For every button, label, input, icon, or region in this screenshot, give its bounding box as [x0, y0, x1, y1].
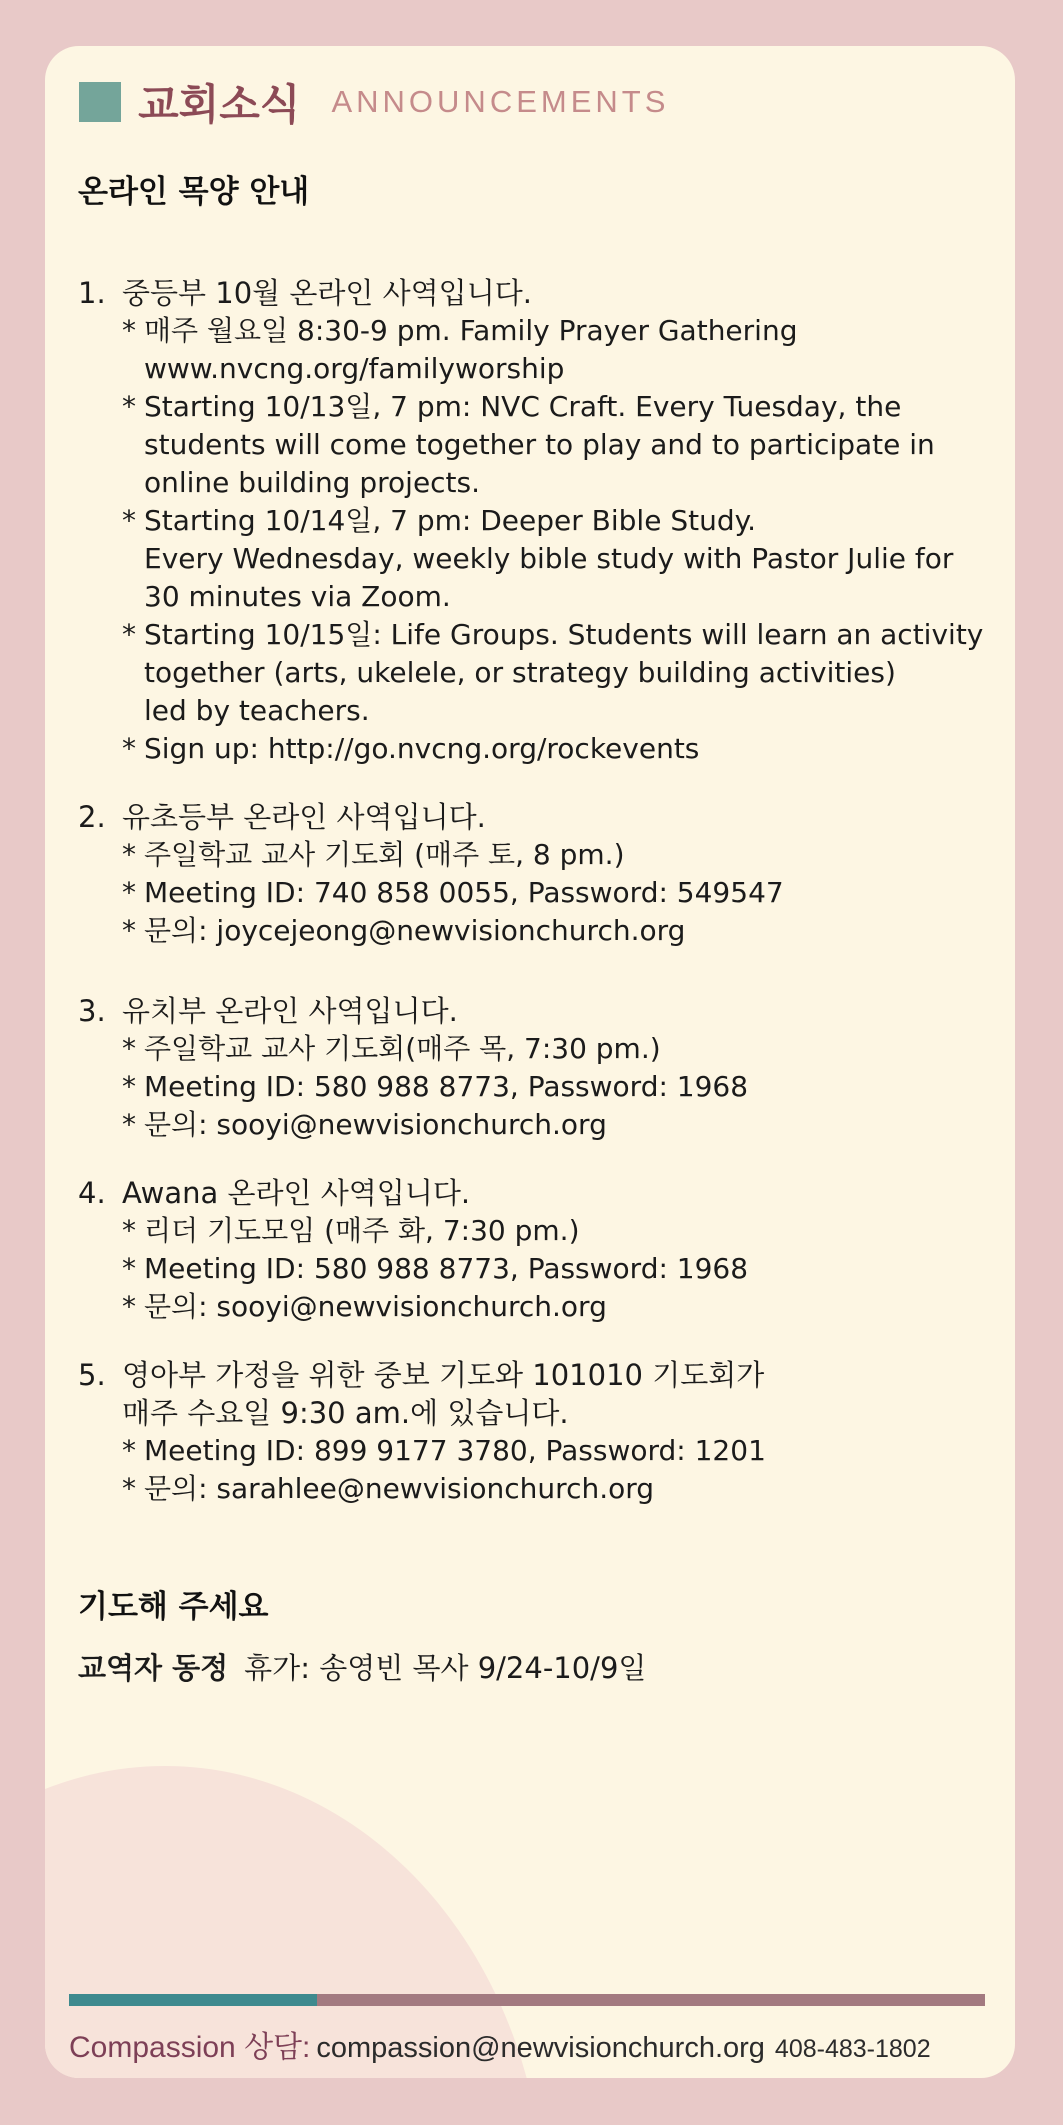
staff-news	[78, 1646, 646, 1687]
bullet-line: 리더 기도모임 (매주 화, 7:30 pm.)	[144, 1214, 580, 1247]
item-bullets	[78, 1212, 1008, 1326]
bullet: * Starting 10/13일, 7 pm: NVC Craft. Every Tuesday, the students will come together to play and to participate in online building projects.	[122, 388, 1008, 502]
item-number: 4.	[78, 1176, 106, 1210]
bullet: * Meeting ID: 899 9177 3780, Password: 1201	[122, 1432, 1008, 1470]
bullet-line: students will come together to play and to participate in	[144, 428, 935, 461]
item-heading: 중등부 10월 온라인 사역입니다.	[122, 276, 532, 310]
staff-news-label: 교역자 동정	[78, 1651, 229, 1685]
bullet: * 리더 기도모임 (매주 화, 7:30 pm.)	[122, 1212, 1008, 1250]
bullet: * 문의: sooyi@newvisionchurch.org	[122, 1106, 1008, 1144]
contact-email-link[interactable]: 문의: sarahlee@newvisionchurch.org	[144, 1472, 655, 1505]
title-korean: 교회소식	[138, 80, 301, 129]
list-item	[78, 1174, 1008, 1326]
bullet: * 매주 월요일 8:30-9 pm. Family Prayer Gathering www.nvcng.org/familyworship	[122, 312, 1008, 388]
compassion-label: Compassion 상담:	[69, 2031, 311, 2064]
item-heading: 유초등부 온라인 사역입니다.	[122, 800, 486, 834]
bullet: * 주일학교 교사 기도회(매주 목, 7:30 pm.)	[122, 1030, 1008, 1068]
compassion-phone[interactable]: 408-483-1802	[774, 2035, 931, 2063]
bullet-line-link[interactable]: www.nvcng.org/familyworship	[144, 352, 565, 385]
item-number: 2.	[78, 800, 106, 834]
contact-email-link[interactable]: 문의: sooyi@newvisionchurch.org	[144, 1108, 607, 1141]
item-heading-continued: 매주 수요일 9:30 am.에 있습니다.	[122, 1396, 569, 1430]
bullet-line: Meeting ID: 740 858 0055, Password: 549547	[144, 876, 784, 909]
item-bullets	[78, 1432, 1008, 1508]
item-heading: 유치부 온라인 사역입니다.	[122, 994, 458, 1028]
announcement-card	[45, 46, 1015, 2078]
bullet: * Starting 10/14일, 7 pm: Deeper Bible Study. Every Wednesday, weekly bible study with Pastor Julie for 30 minutes via Zoom.	[122, 502, 1008, 616]
bullet-line: Meeting ID: 580 988 8773, Password: 1968	[144, 1252, 749, 1285]
bullet-line: Starting 10/14일, 7 pm: Deeper Bible Study.	[144, 504, 757, 537]
prayer-section-title: 기도해 주세요	[78, 1589, 269, 1625]
bullet-line: 주일학교 교사 기도회(매주 목, 7:30 pm.)	[144, 1032, 661, 1065]
bullet: * 문의: joycejeong@newvisionchurch.org	[122, 912, 1008, 950]
list-item	[78, 798, 1008, 950]
contact-email-link[interactable]: 문의: sooyi@newvisionchurch.org	[144, 1290, 607, 1323]
contact-email-link[interactable]: 문의: joycejeong@newvisionchurch.org	[144, 914, 686, 947]
footer	[69, 2022, 999, 2066]
title-english: ANNOUNCEMENTS	[331, 84, 670, 119]
header	[79, 72, 669, 132]
bullet: * Starting 10/15일: Life Groups. Students will learn an activity together (arts, ukelele, or strategy building activities) led by teachers.	[122, 616, 1008, 730]
announcement-list	[78, 274, 1008, 1538]
bullet-line: 매주 월요일 8:30-9 pm. Family Prayer Gathering	[144, 314, 798, 347]
bullet-line: Starting 10/15일: Life Groups. Students will learn an activity	[144, 618, 984, 651]
item-number: 5.	[78, 1358, 106, 1392]
bullet-line: 주일학교 교사 기도회 (매주 토, 8 pm.)	[144, 838, 625, 871]
bullet-line: together (arts, ukelele, or strategy building activities)	[144, 656, 896, 689]
list-item	[78, 992, 1008, 1144]
item-heading: 영아부 가정을 위한 중보 기도와 101010 기도회가	[122, 1358, 765, 1392]
item-number: 3.	[78, 994, 106, 1028]
item-bullets	[78, 1030, 1008, 1144]
list-item	[78, 274, 1008, 768]
footer-divider-teal	[69, 1994, 317, 2006]
list-item	[78, 1356, 1008, 1508]
bullet: * Meeting ID: 740 858 0055, Password: 549547	[122, 874, 1008, 912]
bullet: * 문의: sooyi@newvisionchurch.org	[122, 1288, 1008, 1326]
footer-divider-mauve	[317, 1994, 985, 2006]
item-bullets	[78, 836, 1008, 950]
accent-square-icon	[79, 82, 121, 122]
bullet-line: Every Wednesday, weekly bible study with Pastor Julie for	[144, 542, 954, 575]
item-heading: Awana 온라인 사역입니다.	[122, 1176, 471, 1210]
bullet-line: led by teachers.	[144, 694, 370, 727]
bullet: * 주일학교 교사 기도회 (매주 토, 8 pm.)	[122, 836, 1008, 874]
bullet: * Sign up: http://go.nvcng.org/rockevents	[122, 730, 1008, 768]
staff-news-text: 휴가: 송영빈 목사 9/24-10/9일	[244, 1651, 647, 1685]
signup-link[interactable]: Sign up: http://go.nvcng.org/rockevents	[144, 732, 700, 765]
online-section-title: 온라인 목양 안내	[78, 174, 310, 210]
bullet-line: 30 minutes via Zoom.	[144, 580, 451, 613]
bullet-line: Starting 10/13일, 7 pm: NVC Craft. Every Tuesday, the	[144, 390, 902, 423]
bullet-line: Meeting ID: 899 9177 3780, Password: 1201	[144, 1434, 766, 1467]
bullet: * Meeting ID: 580 988 8773, Password: 1968	[122, 1250, 1008, 1288]
compassion-email-link[interactable]: compassion@newvisionchurch.org	[316, 2032, 765, 2064]
bullet-line: Meeting ID: 580 988 8773, Password: 1968	[144, 1070, 749, 1103]
bullet: * Meeting ID: 580 988 8773, Password: 1968	[122, 1068, 1008, 1106]
footer-divider	[69, 1994, 985, 2006]
bullet: * 문의: sarahlee@newvisionchurch.org	[122, 1470, 1008, 1508]
bullet-line: online building projects.	[144, 466, 481, 499]
item-number: 1.	[78, 276, 106, 310]
item-bullets	[78, 312, 1008, 768]
